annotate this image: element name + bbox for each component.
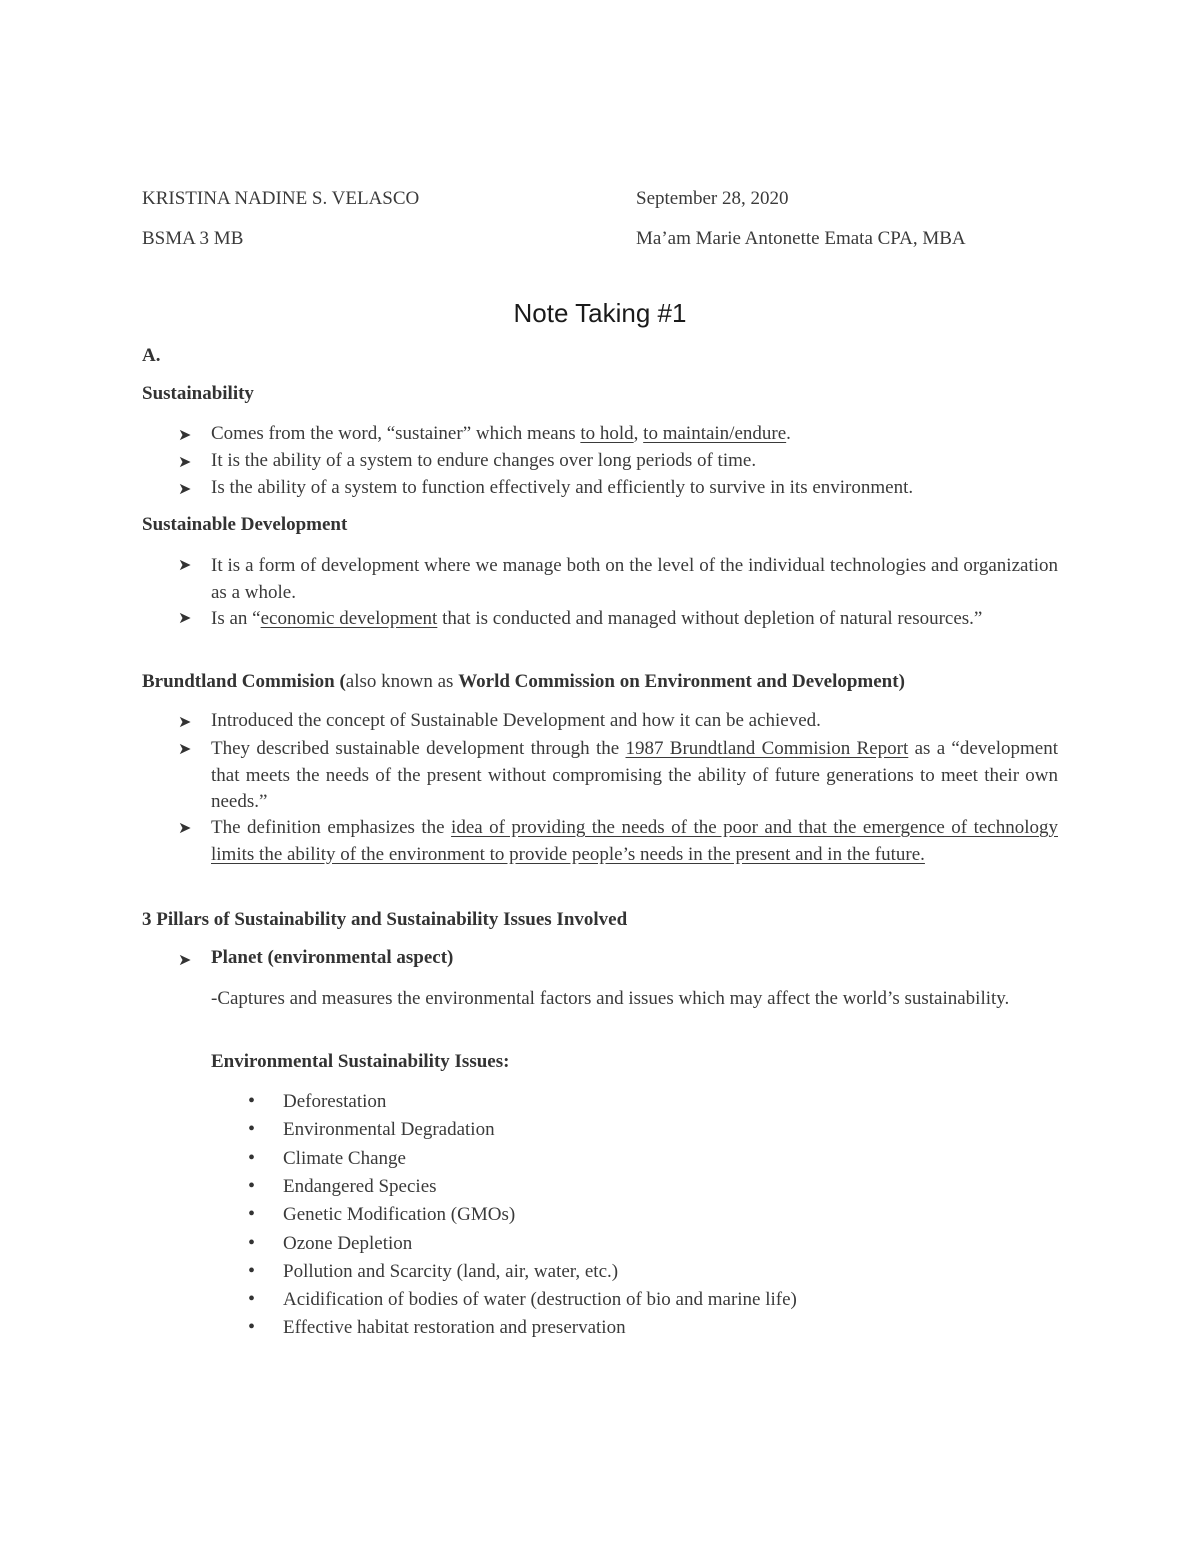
sustainable-development-heading: Sustainable Development xyxy=(142,514,348,535)
student-name: KRISTINA NADINE S. VELASCO xyxy=(142,188,420,209)
arrowhead-bullet-icon: ➤ xyxy=(178,452,192,471)
instructor-name: Ma’am Marie Antonette Emata CPA, MBA xyxy=(636,228,966,249)
sustainability-bullet-2: It is the ability of a system to endure changes over long periods of time. xyxy=(211,450,757,471)
list-item: Genetic Modification (GMOs) xyxy=(283,1204,516,1226)
arrowhead-bullet-icon: ➤ xyxy=(178,712,192,731)
sustainability-bullet-3: Is the ability of a system to function effectively and efficiently to survive in its environment. xyxy=(211,477,914,498)
arrowhead-bullet-icon: ➤ xyxy=(178,739,192,758)
list-item: Climate Change xyxy=(283,1147,406,1169)
round-bullet-icon: • xyxy=(248,1146,256,1169)
sustainable-development-bullet-2: Is an “economic development that is conducted and managed without depletion of natural resources.” xyxy=(211,608,983,629)
round-bullet-icon: • xyxy=(248,1288,256,1311)
round-bullet-icon: • xyxy=(248,1090,256,1112)
list-item: Deforestation xyxy=(283,1091,387,1112)
student-section: BSMA 3 MB xyxy=(142,228,244,249)
list-item: Environmental Degradation xyxy=(283,1119,495,1141)
document-date: September 28, 2020 xyxy=(636,188,789,209)
round-bullet-icon: • xyxy=(248,1174,256,1197)
issues-heading: Environmental Sustainability Issues: xyxy=(211,1051,510,1072)
round-bullet-icon: • xyxy=(248,1259,256,1282)
arrowhead-bullet-icon: ➤ xyxy=(178,479,192,498)
round-bullet-icon: • xyxy=(248,1118,256,1141)
sustainability-bullet-1: Comes from the word, “sustainer” which means to hold, to maintain/endure. xyxy=(211,423,791,444)
list-item: Effective habitat restoration and preservation xyxy=(283,1317,626,1339)
arrowhead-bullet-icon: ➤ xyxy=(178,555,192,574)
planet-label: Planet (environmental aspect) xyxy=(211,947,454,968)
sustainability-heading: Sustainability xyxy=(142,383,254,404)
round-bullet-icon: • xyxy=(248,1203,256,1226)
arrowhead-bullet-icon: ➤ xyxy=(178,425,192,444)
brundtland-bullet-3: The definition emphasizes the idea of providing the needs of the poor and that the emergence of technology limits the ability of the environment to provide people’s needs in the present and in the future. xyxy=(211,817,1058,865)
brundtland-bullet-1: Introduced the concept of Sustainable Development and how it can be achieved. xyxy=(211,710,821,731)
round-bullet-icon: • xyxy=(248,1231,256,1254)
list-item: Pollution and Scarcity (land, air, water, etc.) xyxy=(283,1260,619,1282)
brundtland-bullet-2: They described sustainable development through the 1987 Brundtland Commision Report as a “development that meets the needs of the present without compromising the ability of future generations to meet their own needs.” xyxy=(211,738,1058,812)
arrowhead-bullet-icon: ➤ xyxy=(178,818,192,837)
section-label: A. xyxy=(142,345,161,366)
sustainable-development-bullet-1: It is a form of development where we manage both on the level of the individual technologies and organization as a whole. xyxy=(211,555,1058,603)
arrowhead-bullet-icon: ➤ xyxy=(178,608,192,627)
planet-description: -Captures and measures the environmental factors and issues which may affect the world’s sustainability. xyxy=(211,988,1010,1009)
arrowhead-bullet-icon: ➤ xyxy=(178,950,192,969)
list-item: Endangered Species xyxy=(283,1175,437,1197)
page-title: Note Taking #1 xyxy=(513,298,687,328)
list-item: Acidification of bodies of water (destruction of bio and marine life) xyxy=(283,1289,797,1311)
pillars-heading: 3 Pillars of Sustainability and Sustainability Issues Involved xyxy=(142,909,628,930)
brundtland-heading: Brundtland Commision (also known as World Commission on Environment and Development) xyxy=(142,671,905,692)
round-bullet-icon: • xyxy=(248,1316,256,1339)
list-item: Ozone Depletion xyxy=(283,1232,413,1254)
